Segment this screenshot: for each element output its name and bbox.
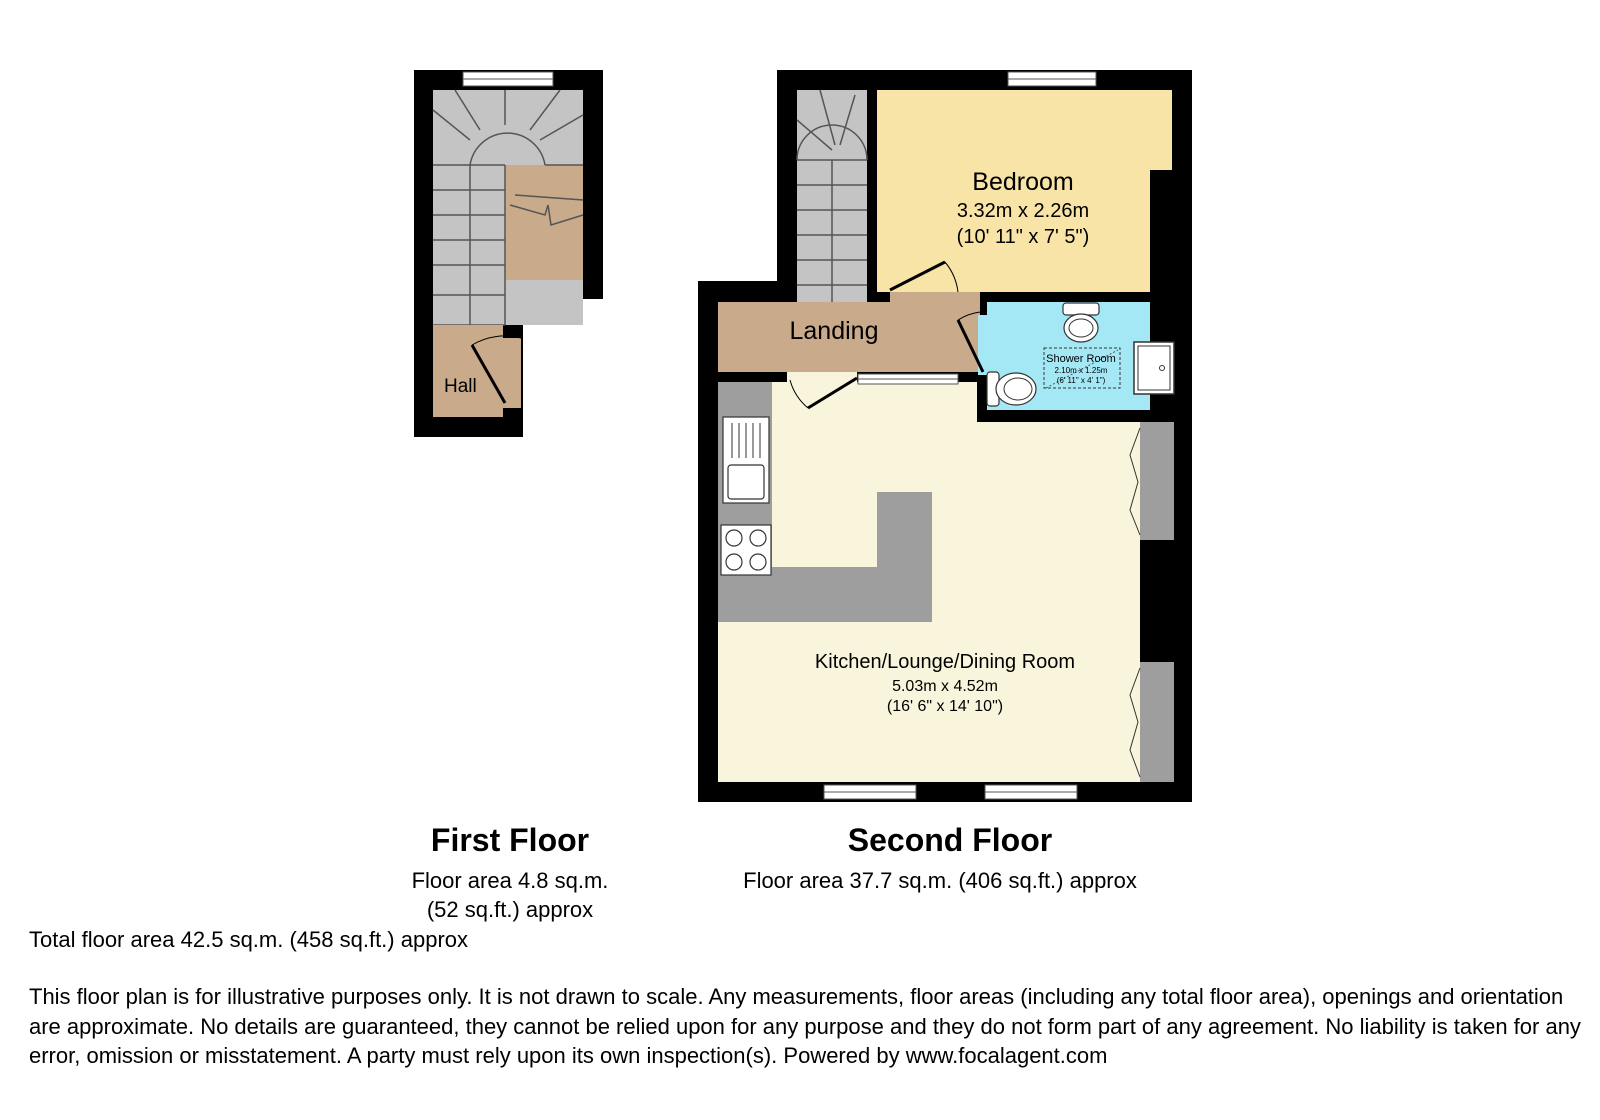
- disclaimer-text: This floor plan is for illustrative purposes only. It is not drawn to scale. Any measurements, floor areas (including any total floor area), openings and orientation are approximate. No details are guaranteed, they cannot be relied upon for any purpose and they do not form part of any agreement. No liability is taken for any error, omission or misstatement. A party must rely upon its own inspection(s). Powered by www.focalagent.com: [29, 984, 1581, 1068]
- hob-icon: [721, 525, 771, 575]
- kitchen-metric: 5.03m x 4.52m: [892, 678, 998, 695]
- bedroom-label: Bedroom: [972, 168, 1074, 196]
- cupboard-lower: [1140, 662, 1174, 782]
- shower-tray-icon: [1134, 342, 1174, 394]
- first-floor-stair-landing: [505, 165, 583, 280]
- first-floor-area-line1: Floor area 4.8 sq.m.: [411, 868, 609, 893]
- landing-label: Landing: [789, 317, 879, 345]
- shower-room-label: Shower Room: [1046, 353, 1116, 365]
- second-floor-title: Second Floor: [847, 822, 1053, 858]
- shower-room-metric: 2.10m x 1.25m: [1054, 366, 1108, 375]
- bedroom-imperial: (10' 11" x 7' 5"): [956, 226, 1090, 248]
- total-floor-area: Total floor area 42.5 sq.m. (458 sq.ft.) approx: [29, 927, 469, 952]
- first-floor-plan: [414, 70, 603, 437]
- hall-label: Hall: [444, 376, 477, 397]
- kitchen-imperial: (16' 6" x 14' 10"): [886, 698, 1004, 715]
- first-floor-area: [360, 866, 660, 924]
- first-floor-title: First Floor: [430, 822, 590, 858]
- second-floor-area: Floor area 37.7 sq.m. (406 sq.ft.) approx: [743, 868, 1137, 893]
- shower-room-imperial: (6' 11" x 4' 1"): [1056, 376, 1106, 385]
- cupboard-upper: [1140, 422, 1174, 540]
- basin-icon: [987, 372, 1036, 406]
- kitchen-label: Kitchen/Lounge/Dining Room: [814, 651, 1076, 673]
- first-floor-area-line2: (52 sq.ft.) approx: [426, 897, 594, 922]
- toilet-icon: [1063, 303, 1099, 342]
- bedroom-metric: 3.32m x 2.26m: [956, 200, 1090, 222]
- sink-icon: [723, 417, 769, 503]
- hall-room: [433, 325, 503, 417]
